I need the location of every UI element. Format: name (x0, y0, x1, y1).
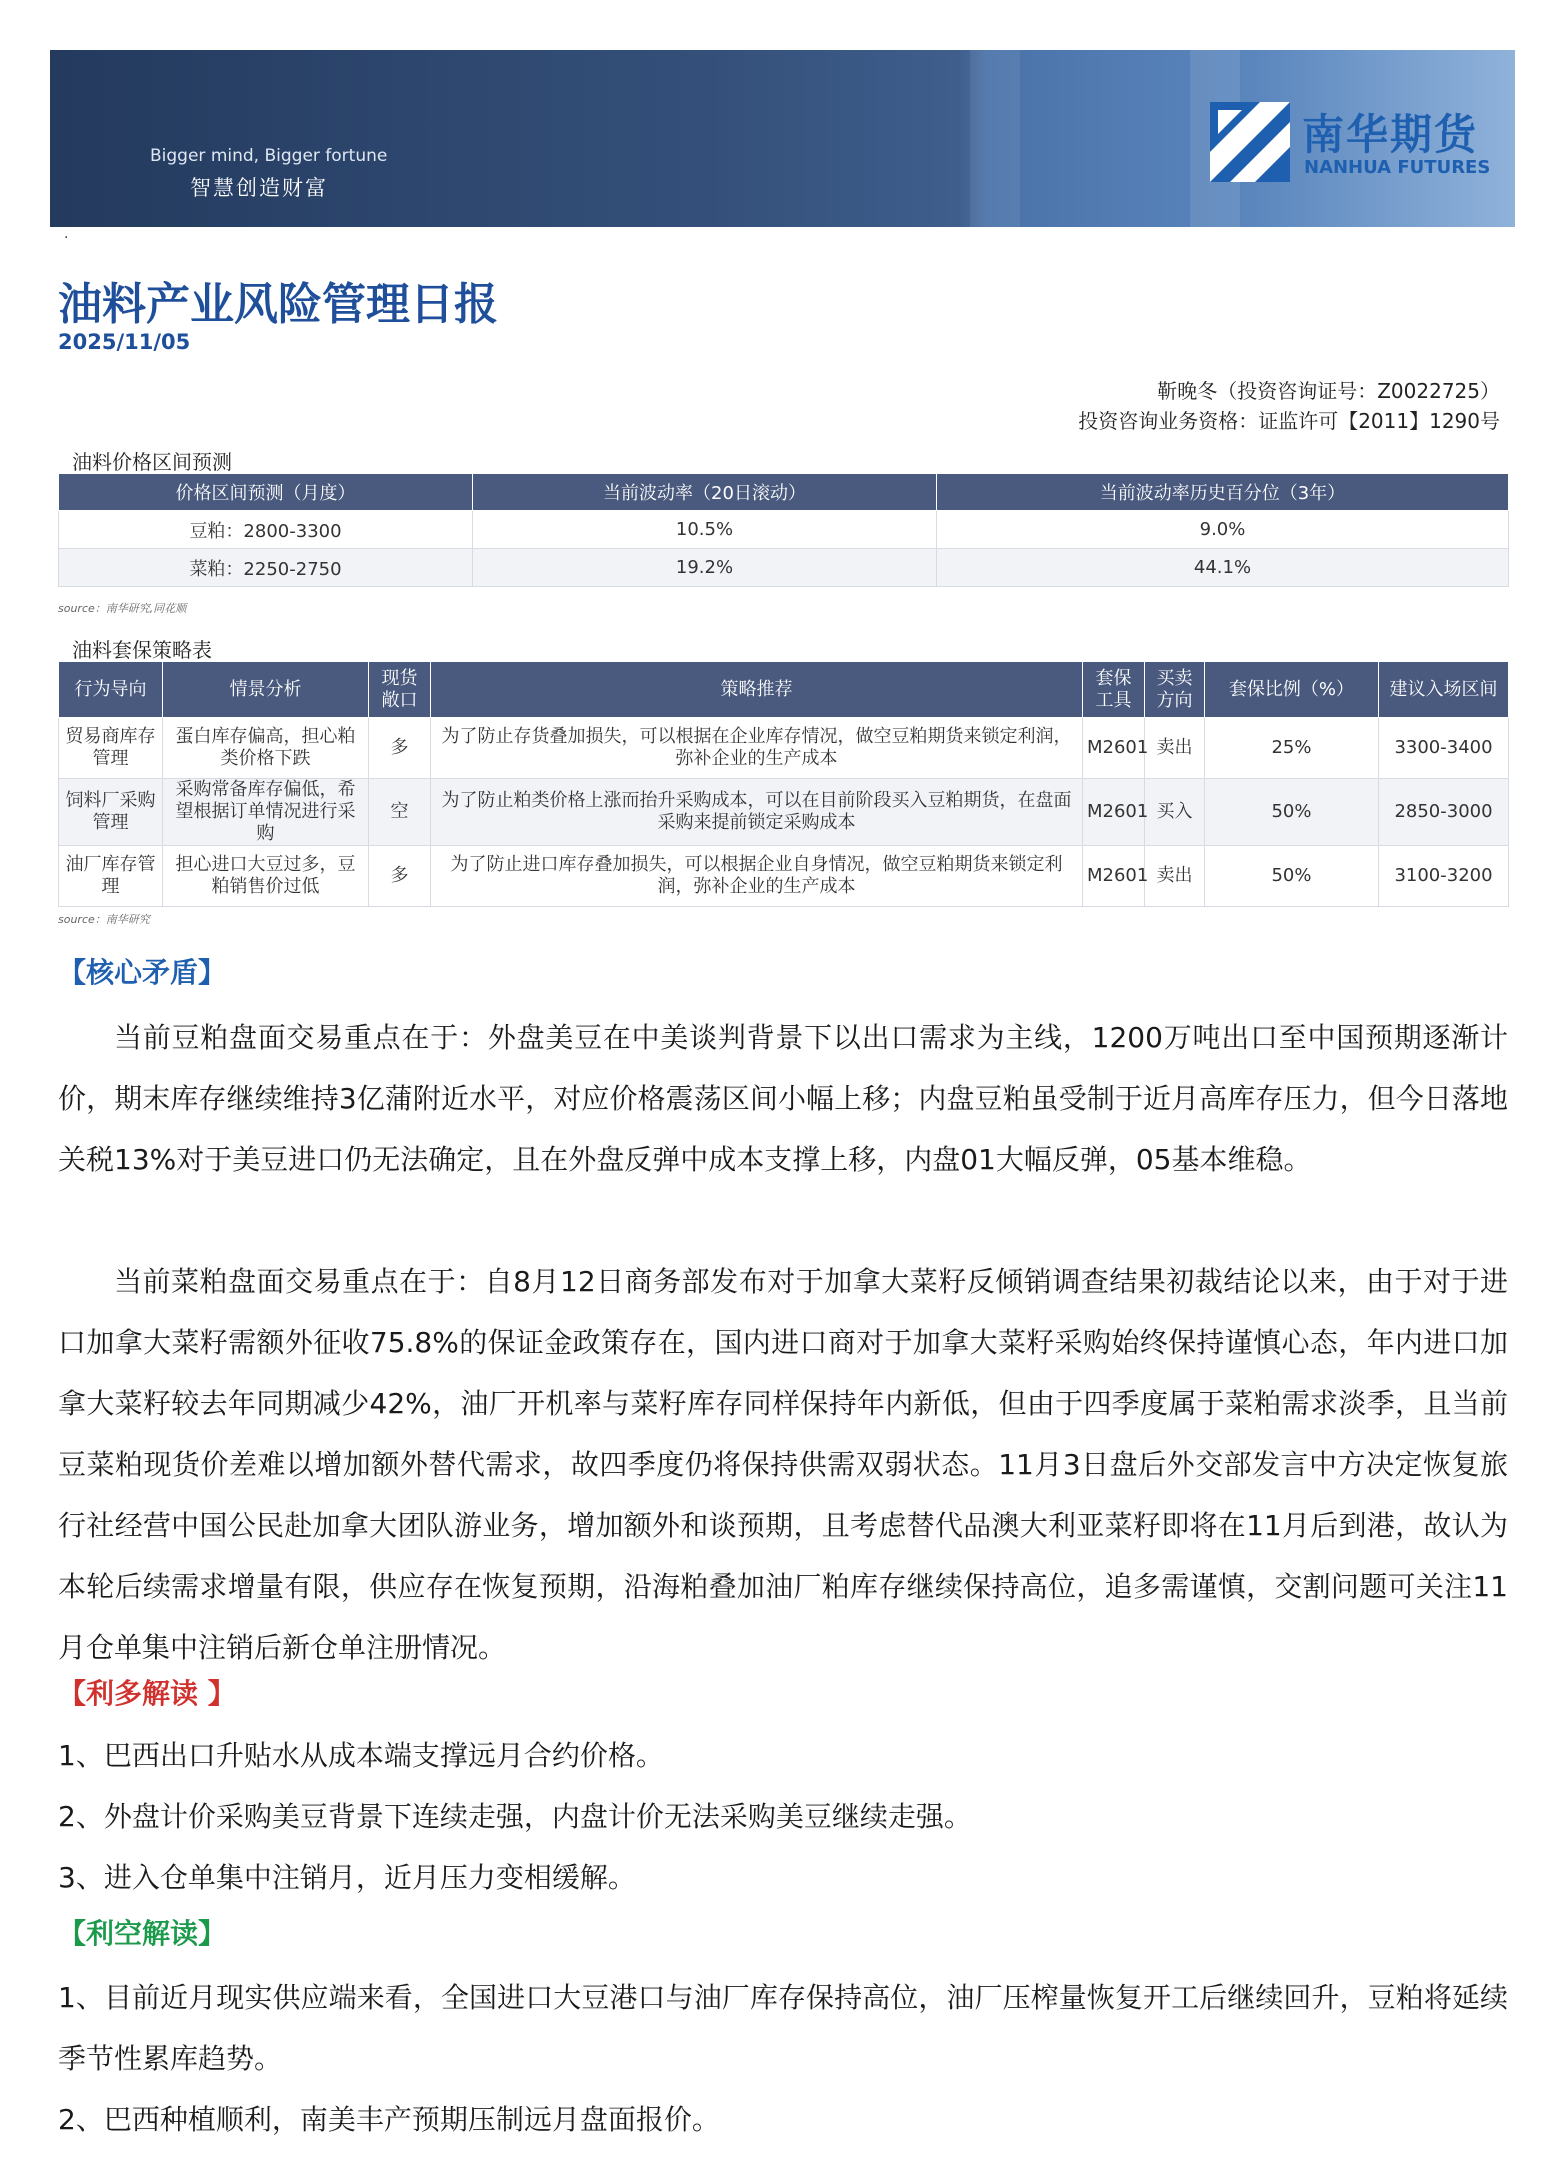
table-row (59, 846, 1509, 907)
list-item: 2、外盘计价采购美豆背景下连续走强，内盘计价无法采购美豆继续走强。 (58, 1800, 972, 1833)
column-header: 套保比例（%） (1205, 662, 1379, 718)
table-row (59, 511, 1509, 549)
column-header: 套保工具 (1083, 662, 1145, 718)
slogan-cn: 智慧创造财富 (190, 176, 328, 200)
table-cell: 菜粕：2250-2750 (59, 549, 473, 587)
list-item: 3、进入仓单集中注销月，近月压力变相缓解。 (58, 1861, 636, 1894)
author-info (1078, 376, 1500, 436)
report-title: 油料产业风险管理日报 (58, 279, 498, 330)
table-cell: 空 (369, 779, 431, 846)
table-cell: 买入 (1145, 779, 1205, 846)
slogan-en: Bigger mind, Bigger fortune (150, 146, 388, 166)
table-cell: 10.5% (473, 511, 937, 549)
table-cell: 贸易商库存管理 (59, 718, 163, 779)
column-header: 策略推荐 (431, 662, 1083, 718)
table-cell: 3300-3400 (1379, 718, 1509, 779)
table-cell: M2601 (1083, 779, 1145, 846)
hedge-table (58, 661, 1509, 907)
bullish-heading: 【利多解读 】 (58, 1677, 236, 1710)
column-header: 行为导向 (59, 662, 163, 718)
table-cell: 蛋白库存偏高，担心粕类价格下跌 (163, 718, 369, 779)
table-cell: 担心进口大豆过多，豆粕销售价过低 (163, 846, 369, 907)
price-table (58, 473, 1509, 587)
table-cell: 50% (1205, 846, 1379, 907)
table-cell: 3100-3200 (1379, 846, 1509, 907)
table-cell: M2601 (1083, 846, 1145, 907)
table-cell: 44.1% (937, 549, 1509, 587)
table-cell: 卖出 (1145, 846, 1205, 907)
hedge-table-label: 油料套保策略表 (72, 638, 212, 662)
table-cell: 多 (369, 846, 431, 907)
table-header-row (59, 474, 1509, 511)
table-row (59, 718, 1509, 779)
logo-mark-icon (1210, 102, 1290, 182)
list-item: 2、巴西种植顺利，南美丰产预期压制远月盘面报价。 (58, 2103, 720, 2136)
table-cell: 2850-3000 (1379, 779, 1509, 846)
list-item: 1、目前近月现实供应端来看，全国进口大豆港口与油厂库存保持高位，油厂压榨量恢复开工后继续回升，豆粕将延续季节性累库趋势。 (58, 1981, 1508, 2075)
core-paragraph-soymeal: 当前豆粕盘面交易重点在于：外盘美豆在中美谈判背景下以出口需求为主线，1200万吨出口至中国预期逐渐计价，期末库存继续维持3亿蒲附近水平，对应价格震荡区间小幅上移；内盘豆粕虽受制于近月高库存压力，但今日落地关税13%对于美豆进口仍无法确定，且在外盘反弹中成本支撑上移，内盘01大幅反弹，05基本维稳。 (58, 1021, 1508, 1176)
author-name: 靳晚冬（投资咨询证号：Z0022725） (1157, 379, 1500, 403)
table-cell: 多 (369, 718, 431, 779)
table-row (59, 549, 1509, 587)
table-cell: 采购常备库存偏低，希望根据订单情况进行采购 (163, 779, 369, 846)
core-heading: 【核心矛盾】 (58, 956, 227, 989)
table-cell: 50% (1205, 779, 1379, 846)
table-cell: 为了防止存货叠加损失，可以根据在企业库存情况，做空豆粕期货来锁定利润，弥补企业的生产成本 (431, 718, 1083, 779)
column-header: 价格区间预测（月度） (59, 474, 473, 511)
logo-text-cn: 南华期货 (1302, 110, 1479, 159)
column-header: 现货敞口 (369, 662, 431, 718)
author-license: 投资咨询业务资格：证监许可【2011】1290号 (1078, 409, 1500, 433)
column-header: 买卖方向 (1145, 662, 1205, 718)
table-cell: M2601 (1083, 718, 1145, 779)
table-cell: 卖出 (1145, 718, 1205, 779)
header-banner (50, 50, 1515, 227)
column-header: 情景分析 (163, 662, 369, 718)
logo-text-en: NANHUA FUTURES (1304, 157, 1491, 178)
company-logo (1210, 102, 1510, 182)
table-header-row (59, 662, 1509, 718)
bearish-heading: 【利空解读】 (58, 1917, 227, 1950)
price-table-label: 油料价格区间预测 (72, 450, 232, 474)
table-cell: 为了防止粕类价格上涨而抬升采购成本，可以在目前阶段买入豆粕期货，在盘面采购来提前锁定采购成本 (431, 779, 1083, 846)
column-header: 建议入场区间 (1379, 662, 1509, 718)
column-header: 当前波动率（20日滚动） (473, 474, 937, 511)
core-paragraph-rapeseed: 当前菜粕盘面交易重点在于：自8月12日商务部发布对于加拿大菜籽反倾销调查结果初裁结论以来，由于对于进口加拿大菜籽需额外征收75.8%的保证金政策存在，国内进口商对于加拿大菜籽采购始终保持谨慎心态，年内进口加拿大菜籽较去年同期减少42%，油厂开机率与菜籽库存同样保持年内新低，但由于四季度属于菜粕需求淡季，且当前豆菜粕现货价差难以增加额外替代需求，故四季度仍将保持供需双弱状态。11月3日盘后外交部发言中方决定恢复旅行社经营中国公民赴加拿大团队游业务，增加额外和谈预期，且考虑替代品澳大利亚菜籽即将在11月后到港，故认为本轮后续需求增量有限，供应存在恢复预期，沿海粕叠加油厂粕库存继续保持高位，追多需谨慎，交割问题可关注11月仓单集中注销后新仓单注册情况。 (58, 1265, 1508, 1664)
hedge-table-source: source：南华研究 (58, 913, 150, 926)
list-item: 1、巴西出口升贴水从成本端支撑远月合约价格。 (58, 1739, 664, 1772)
table-cell: 25% (1205, 718, 1379, 779)
table-row (59, 779, 1509, 846)
table-cell: 19.2% (473, 549, 937, 587)
table-cell: 豆粕：2800-3300 (59, 511, 473, 549)
column-header: 当前波动率历史百分位（3年） (937, 474, 1509, 511)
table-cell: 饲料厂采购管理 (59, 779, 163, 846)
banner-stripe (970, 50, 1020, 227)
bullet-dot: · (64, 230, 69, 246)
table-cell: 9.0% (937, 511, 1509, 549)
price-table-source: source：南华研究,同花顺 (58, 602, 187, 615)
report-date: 2025/11/05 (58, 330, 191, 354)
table-cell: 油厂库存管理 (59, 846, 163, 907)
table-cell: 为了防止进口库存叠加损失，可以根据企业自身情况，做空豆粕期货来锁定利润，弥补企业的生产成本 (431, 846, 1083, 907)
